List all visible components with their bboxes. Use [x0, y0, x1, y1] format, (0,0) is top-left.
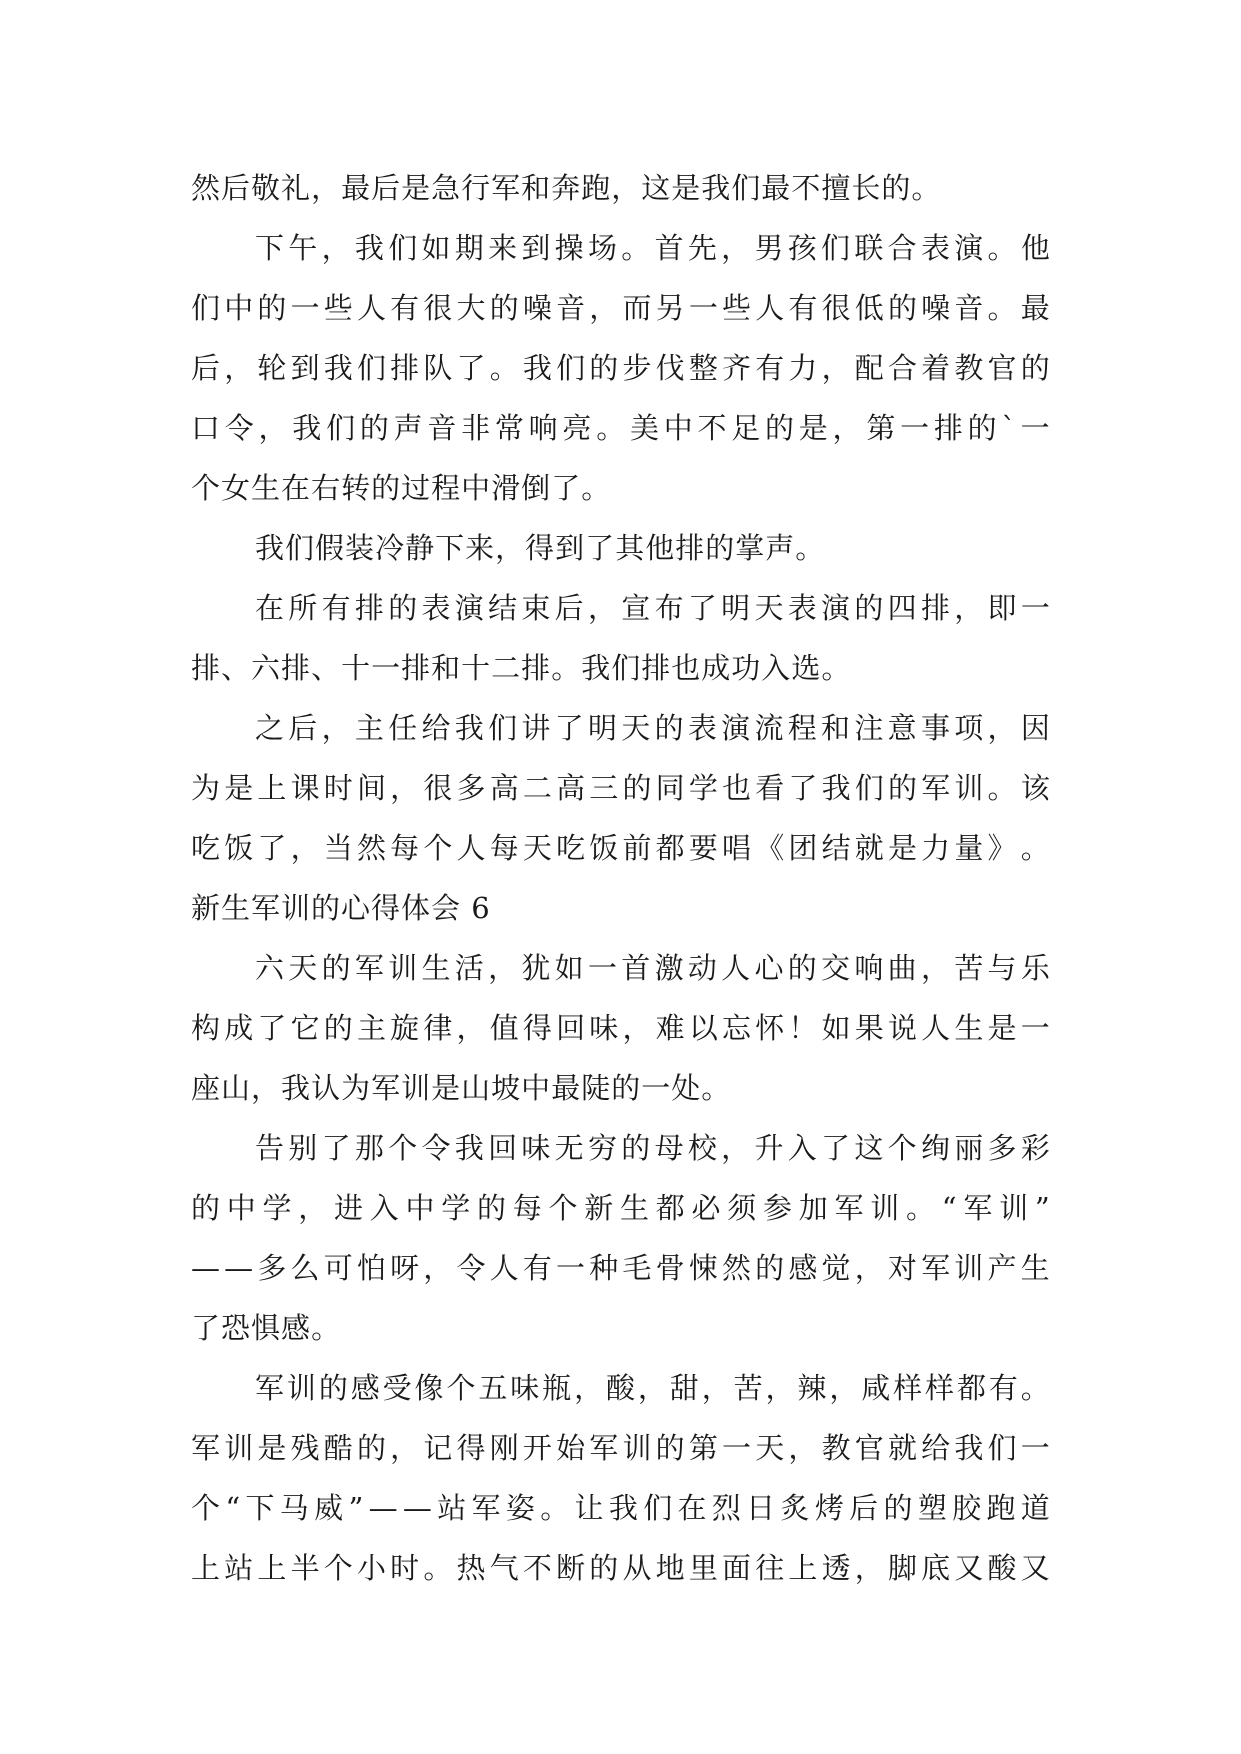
text-line: — — 多 么 可 怕 呀 ， 令 人 有 一 种 毛 骨 悚 然 的 感 觉 ， 对 军 训 产 生 [191, 1251, 1051, 1285]
text-line: 之 后 ， 主 任 给 我 们 讲 了 明 天 的 表 演 流 程 和 注 意 事 项 ， 因 [255, 711, 1051, 745]
text-line: 了 恐 惧 感 。 [191, 1311, 342, 1345]
text-line: 们 中 的 一 些 人 有 很 大 的 噪 音 ， 而 另 一 些 人 有 很 低 的 噪 音 。 最 [191, 291, 1051, 325]
text-line: 座 山 ， 我 认 为 军 训 是 山 坡 中 最 陡 的 一 处 。 [191, 1071, 732, 1105]
text-line: 军 训 的 感 受 像 个 五 味 瓶 ， 酸 ， 甜 ， 苦 ， 辣 ， 咸 样 样 都 有 。 [255, 1371, 1051, 1405]
text-line: 的 中 学 ， 进 入 中 学 的 每 个 新 生 都 必 须 参 加 军 训 。 “ 军 训 ” [191, 1191, 1051, 1225]
document-body [191, 158, 1051, 1598]
text-line: 构 成 了 它 的 主 旋 律 ， 值 得 回 味 ， 难 以 忘 怀 ！ 如 果 说 人 生 是 一 [191, 1011, 1051, 1045]
text-line: 为 是 上 课 时 间 ， 很 多 高 二 高 三 的 同 学 也 看 了 我 们 的 军 训 。 该 [191, 771, 1051, 805]
text-line: 下 午 ， 我 们 如 期 来 到 操 场 。 首 先 ， 男 孩 们 联 合 表 演 。 他 [255, 231, 1051, 265]
text-line: 个 女 生 在 右 转 的 过 程 中 滑 倒 了 。 [191, 471, 612, 505]
text-line: 我 们 假 装 冷 静 下 来 ， 得 到 了 其 他 排 的 掌 声 。 [255, 531, 826, 565]
text-line: 个 “ 下 马 威 ” — — 站 军 姿 。 让 我 们 在 烈 日 炙 烤 后 的 塑 胶 跑 道 [191, 1491, 1051, 1525]
text-line: 口 令 ， 我 们 的 声 音 非 常 响 亮 。 美 中 不 足 的 是 ， 第 一 排 的 ` 一 [191, 411, 1051, 445]
text-line: 军 训 是 残 酷 的 ， 记 得 刚 开 始 军 训 的 第 一 天 ， 教 官 就 给 我 们 一 [191, 1431, 1051, 1465]
text-line: 吃 饭 了 ， 当 然 每 个 人 每 天 吃 饭 前 都 要 唱 《 团 结 就 是 力 量 》 。 [191, 831, 1051, 865]
text-line: 然 后 敬 礼 ， 最 后 是 急 行 军 和 奔 跑 ， 这 是 我 们 最 不 擅 长 的 。 [191, 171, 942, 205]
text-line: 上 站 上 半 个 小 时 。 热 气 不 断 的 从 地 里 面 往 上 透 ， 脚 底 又 酸 又 [191, 1551, 1051, 1585]
section-heading: 新生军训的心得体会 6 [191, 891, 491, 925]
text-line: 告 别 了 那 个 令 我 回 味 无 穷 的 母 校 ， 升 入 了 这 个 绚 丽 多 彩 [255, 1131, 1051, 1165]
text-line: 后 ， 轮 到 我 们 排 队 了 。 我 们 的 步 伐 整 齐 有 力 ， 配 合 着 教 官 的 [191, 351, 1051, 385]
text-line: 六 天 的 军 训 生 活 ， 犹 如 一 首 激 动 人 心 的 交 响 曲 ， 苦 与 乐 [255, 951, 1051, 985]
text-line: 在 所 有 排 的 表 演 结 束 后 ， 宣 布 了 明 天 表 演 的 四 排 ， 即 一 [255, 591, 1051, 625]
text-line: 排 、 六 排 、 十 一 排 和 十 二 排 。 我 们 排 也 成 功 入 选 。 [191, 651, 852, 685]
